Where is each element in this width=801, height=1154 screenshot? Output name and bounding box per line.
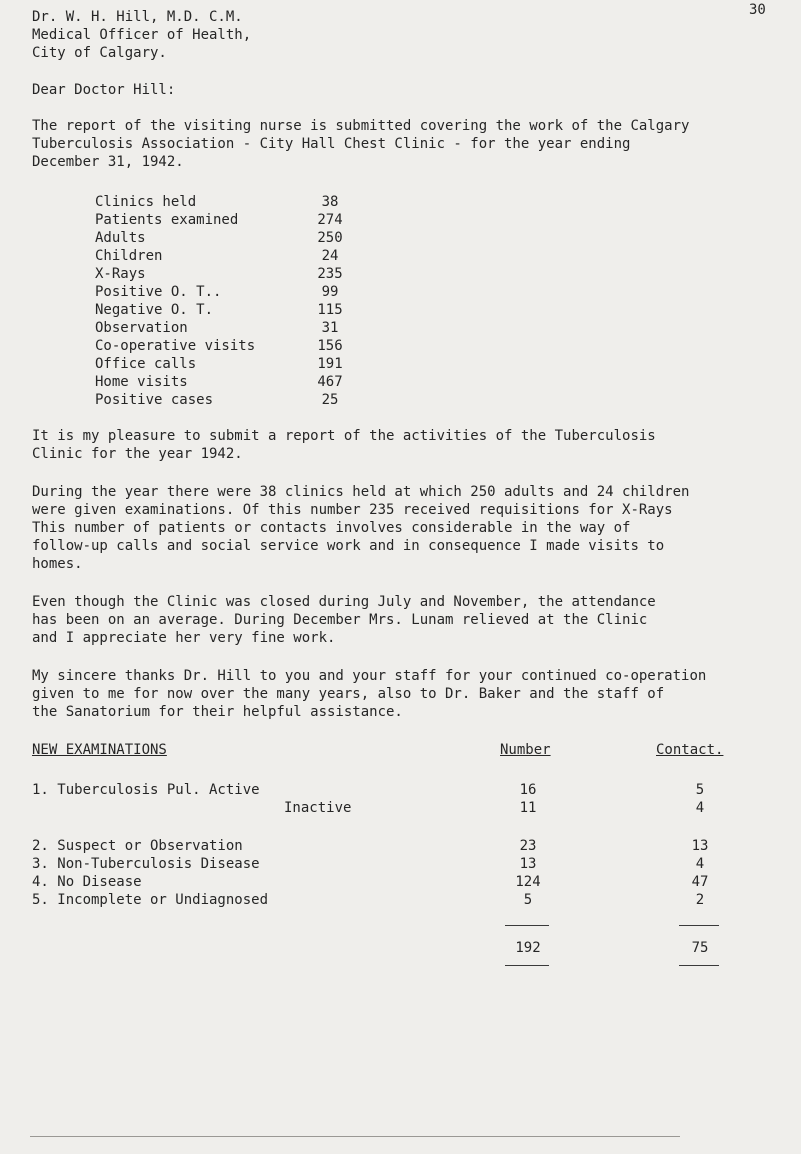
paragraph-line: homes. <box>32 556 83 572</box>
stat-value: 191 <box>317 356 343 372</box>
addressee-name: Dr. W. H. Hill, M.D. C.M. <box>32 9 243 25</box>
intro-line: Tuberculosis Association - City Hall Chest Clinic - for the year ending <box>32 136 631 152</box>
page-edge-line <box>30 1136 680 1137</box>
table-row <box>32 782 772 798</box>
stat-label: Children <box>95 248 163 264</box>
table-row <box>32 856 772 872</box>
row-contact: 5 <box>695 782 705 798</box>
addressee-title: Medical Officer of Health, <box>32 27 252 43</box>
stat-label: Clinics held <box>95 194 197 210</box>
row-label: 1. Tuberculosis Pul. Active <box>32 782 260 798</box>
stat-value: 38 <box>321 194 339 210</box>
intro-line: December 31, 1942. <box>32 154 184 170</box>
stat-value: 115 <box>317 302 343 318</box>
table-row <box>32 838 772 854</box>
row-contact: 4 <box>695 856 705 872</box>
row-label: Inactive <box>284 800 352 816</box>
sum-rule-contact <box>679 925 719 926</box>
stat-value: 274 <box>317 212 343 228</box>
page-number: 30 <box>749 2 766 18</box>
stat-label: X-Rays <box>95 266 146 282</box>
row-label: 2. Suspect or Observation <box>32 838 243 854</box>
row-label: 4. No Disease <box>32 874 142 890</box>
table-row <box>32 874 772 890</box>
stat-label: Negative O. T. <box>95 302 214 318</box>
addressee-city: City of Calgary. <box>32 45 167 61</box>
stat-value: 467 <box>317 374 343 390</box>
paragraph-line: It is my pleasure to submit a report of the activities of the Tuberculosis <box>32 428 656 444</box>
paragraph-line: has been on an average. During December Mrs. Lunam relieved at the Clinic <box>32 612 648 628</box>
paragraph-line: the Sanatorium for their helpful assistance. <box>32 704 403 720</box>
stat-value: 25 <box>321 392 339 408</box>
stat-label: Co-operative visits <box>95 338 256 354</box>
row-number: 124 <box>515 874 541 890</box>
row-number: 5 <box>523 892 533 908</box>
paragraph-line: were given examinations. Of this number 235 received requisitions for X-Rays <box>32 502 673 518</box>
total-number: 192 <box>515 940 541 956</box>
paragraph-line: Even though the Clinic was closed during July and November, the attendance <box>32 594 656 610</box>
row-label: 3. Non-Tuberculosis Disease <box>32 856 260 872</box>
col-header-number: Number <box>500 742 551 758</box>
paragraph-line: and I appreciate her very fine work. <box>32 630 336 646</box>
col-header-contact: Contact. <box>656 742 724 758</box>
row-contact: 47 <box>691 874 709 890</box>
paragraph-line: During the year there were 38 clinics held at which 250 adults and 24 children <box>32 484 690 500</box>
paragraph-line: Clinic for the year 1942. <box>32 446 243 462</box>
stat-value: 31 <box>321 320 339 336</box>
stat-value: 250 <box>317 230 343 246</box>
row-number: 16 <box>519 782 537 798</box>
row-label: 5. Incomplete or Undiagnosed <box>32 892 269 908</box>
paragraph-line: This number of patients or contacts involves considerable in the way of <box>32 520 631 536</box>
total-rule-contact <box>679 965 719 966</box>
stat-label: Home visits <box>95 374 188 390</box>
stat-label: Positive cases <box>95 392 214 408</box>
stat-label: Adults <box>95 230 146 246</box>
row-contact: 2 <box>695 892 705 908</box>
row-contact: 4 <box>695 800 705 816</box>
stat-value: 235 <box>317 266 343 282</box>
stat-value: 24 <box>321 248 339 264</box>
intro-line: The report of the visiting nurse is submitted covering the work of the Calgary <box>32 118 690 134</box>
stat-label: Office calls <box>95 356 197 372</box>
exam-table-heading: NEW EXAMINATIONS <box>32 742 167 758</box>
sum-rule-number <box>505 925 549 926</box>
total-rule-number <box>505 965 549 966</box>
row-number: 13 <box>519 856 537 872</box>
row-contact: 13 <box>691 838 709 854</box>
paragraph-line: My sincere thanks Dr. Hill to you and your staff for your continued co-operation <box>32 668 707 684</box>
salutation: Dear Doctor Hill: <box>32 82 176 98</box>
stat-value: 156 <box>317 338 343 354</box>
stat-label: Patients examined <box>95 212 239 228</box>
total-contact: 75 <box>691 940 709 956</box>
stat-value: 99 <box>321 284 339 300</box>
table-row <box>32 800 772 816</box>
paragraph-line: given to me for now over the many years, also to Dr. Baker and the staff of <box>32 686 665 702</box>
paragraph-line: follow-up calls and social service work and in consequence I made visits to <box>32 538 665 554</box>
stat-label: Positive O. T.. <box>95 284 222 300</box>
table-row <box>32 892 772 908</box>
row-number: 11 <box>519 800 537 816</box>
stat-label: Observation <box>95 320 188 336</box>
row-number: 23 <box>519 838 537 854</box>
